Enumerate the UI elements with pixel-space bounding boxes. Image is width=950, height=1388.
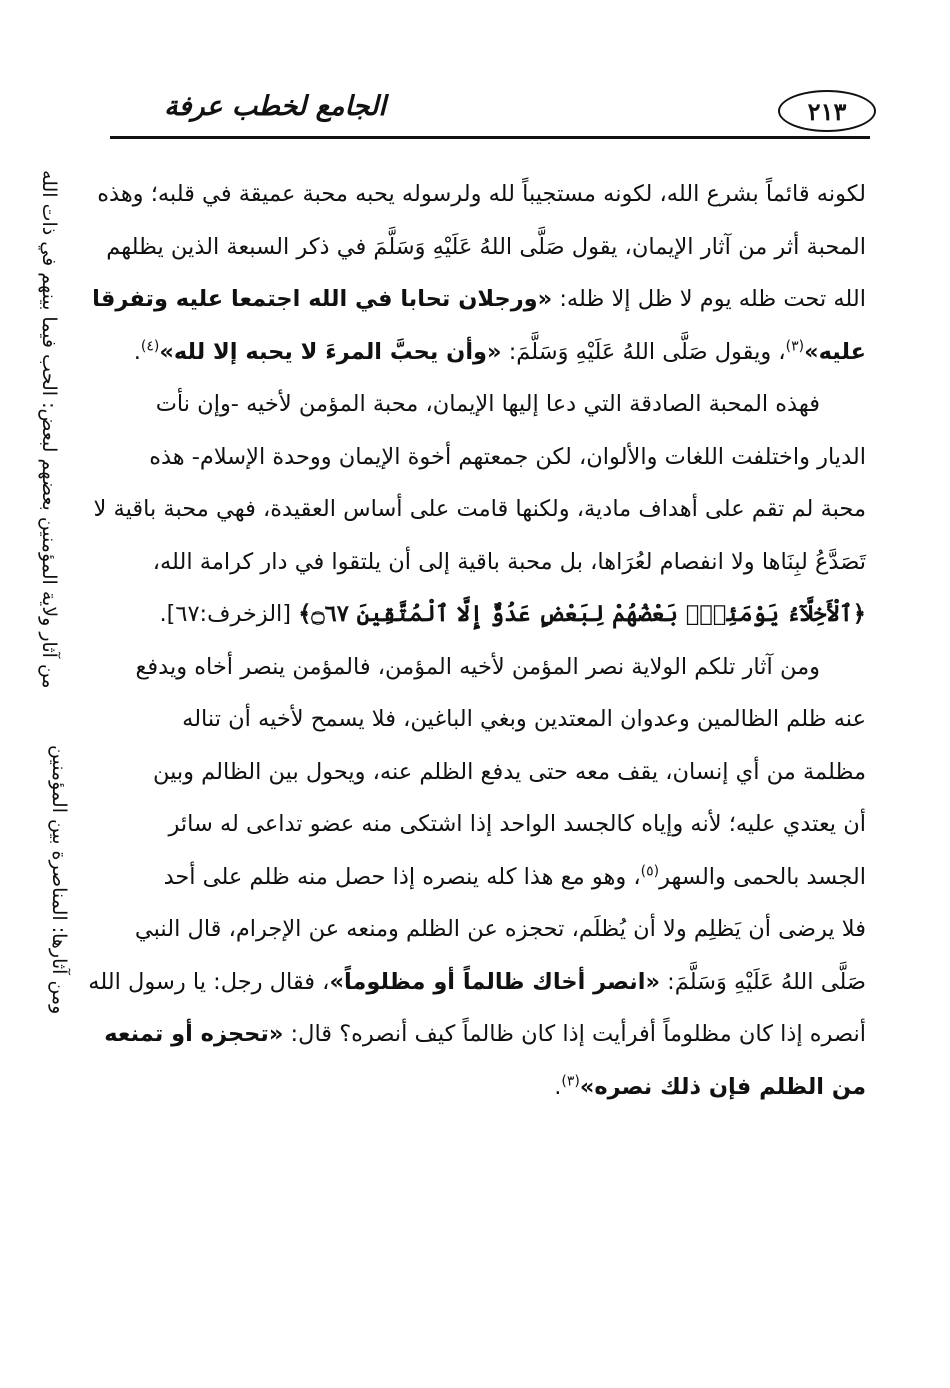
text-line: أن يعتدي عليه؛ لأنه وإياه كالجسد الواحد إذا اشتكى منه عضو تداعى له سائر <box>168 811 866 837</box>
text-span: . <box>554 1073 562 1100</box>
text-span: ، فقال رجل: يا رسول الله <box>88 968 330 995</box>
paragraph-3 <box>88 641 866 1114</box>
text-line <box>92 273 866 326</box>
book-title: الجامع لخطب عرفة <box>164 90 386 122</box>
text-line: لكونه قائماً بشرع الله، لكونه مستجيباً لله ولرسوله يحبه محبة عميقة في قلبه؛ وهذه <box>97 181 866 207</box>
text-span: صَلَّى اللهُ عَلَيْهِ وَسَلَّمَ: <box>660 968 866 995</box>
text-span: الجسد بالحمى والسهر <box>659 863 866 890</box>
text-span: ، ويقول صَلَّى اللهُ عَلَيْهِ وَسَلَّمَ: <box>501 338 786 365</box>
text-line: عنه ظلم الظالمين وعدوان المعتدين وبغي الباغين، فلا يسمح لأخيه أن تناله <box>182 706 866 732</box>
paragraph-1 <box>92 168 866 378</box>
hadith-quote: «تحجزه أو تمنعه <box>104 1021 284 1047</box>
page-header <box>110 78 870 138</box>
text-span: . <box>133 338 141 365</box>
footnote-ref: (٥) <box>640 863 660 879</box>
text-line <box>118 326 866 379</box>
page-number: ٢١٣ <box>778 90 876 132</box>
text-line: فهذه المحبة الصادقة التي دعا إليها الإيمان، محبة المؤمن لأخيه -وإن نأت <box>155 391 820 417</box>
text-line: مظلمة من أي إنسان، يقف معه حتى يدفع الظلم عنه، ويحول بين الظالم وبين <box>152 758 866 785</box>
footnote-ref: (٣) <box>561 1073 580 1089</box>
margin-note-love: من آثار ولاية المؤمنين بعضهم لبعض: الحب فيما بينهم في ذات الله <box>38 170 60 689</box>
text-line <box>118 1061 866 1114</box>
hadith-quote: «انصر أخاك ظالماً أو مظلوماً» <box>329 968 661 995</box>
header-divider <box>110 136 870 139</box>
text-span: أنصره إذا كان مظلوماً أفرأيت إذا كان ظالماً كيف أنصره؟ قال: <box>283 1021 866 1047</box>
hadith-quote: «وأن يحبَّ المرءَ لا يحبه إلا لله» <box>159 338 502 365</box>
body-text <box>88 168 866 1113</box>
footnote-ref: (٣) <box>785 338 805 354</box>
hadith-quote: من الظلم فإن ذلك نصره» <box>579 1073 866 1100</box>
paragraph-2 <box>93 378 866 641</box>
text-line <box>118 588 866 641</box>
text-line: محبة لم تقم على أهداف مادية، ولكنها قامت على أساس العقيدة، فهي محبة باقية لا <box>93 496 866 522</box>
text-line <box>118 851 866 904</box>
text-span: ، وهو مع هذا كله ينصره إذا حصل منه ظلم على أحد <box>163 863 641 890</box>
quran-verse: ﴿ٱلْأَخِلَّآءُ يَوْمَئِذٍۭ بَعْضُهُمْ لِبَعْضٍ عَدُوٌّ إِلَّا ٱلْمُتَّقِينَ ۝٦٧﴾ <box>298 601 866 627</box>
text-line: تَصَدَّعُ لبِنَاها ولا انفصام لعُرَاها، بل محبة باقية إلى أن يلتقوا في دار كرامة الله، <box>152 548 866 575</box>
text-line: فلا يرضى أن يَظلِم ولا أن يُظلَم، تحجزه عن الظلم ومنعه عن الإجرام، قال النبي <box>134 916 866 942</box>
margin-note-support: ومن آثارها: المناصرة بين المؤمنين <box>48 745 70 1015</box>
hadith-quote: «ورجلان تحابا في الله اجتمعا عليه وتفرقا <box>92 286 553 312</box>
text-line <box>88 956 866 1009</box>
hadith-quote: عليه» <box>804 338 866 365</box>
text-line: ومن آثار تلكم الولاية نصر المؤمن لأخيه المؤمن، فالمؤمن ينصر أخاه ويدفع <box>135 653 820 680</box>
text-line: المحبة أثر من آثار الإيمان، يقول صَلَّى اللهُ عَلَيْهِ وَسَلَّمَ في ذكر السبعة الذين يظلهم <box>106 233 866 260</box>
footnote-ref: (٤) <box>140 338 160 354</box>
verse-reference: [الزخرف:٦٧]. <box>159 601 299 627</box>
text-line: الديار واختلفت اللغات والألوان، لكن جمعتهم أخوة الإيمان ووحدة الإسلام- هذه <box>149 443 866 470</box>
text-span: الله تحت ظله يوم لا ظل إلا ظله: <box>552 286 866 312</box>
text-line <box>104 1008 866 1061</box>
